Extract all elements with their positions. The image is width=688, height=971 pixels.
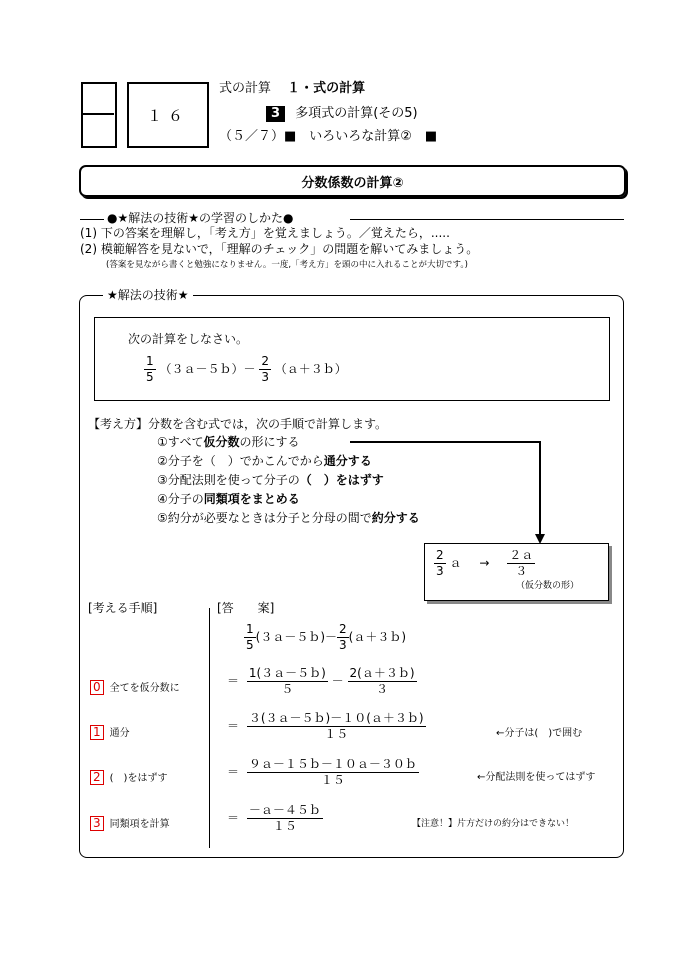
title-main: １・式の計算 [287, 81, 366, 96]
technique-heading: ★解法の技術★ [103, 288, 193, 303]
learn-line-1: (1) 下の答案を理解し，「考え方」を覚えましょう。／覚えたら，..... [80, 226, 450, 240]
fraction: $\frac{2}{3}$ [436, 548, 444, 578]
answer-header: [答 案] [217, 601, 275, 615]
approach-intro-text: 分数を含む式では，次の手順で計算します。 [148, 417, 388, 431]
section-number-badge: 3 [266, 106, 285, 122]
title-prefix: 式の計算 [219, 81, 272, 96]
answer-start: $\frac{1}{5}$ (３ａ－５ｂ)－ $\frac{2}{3}$ (ａ＋３ｂ) [246, 622, 407, 652]
learn-rule-right [350, 219, 624, 220]
fraction: $\frac{2}{3}$ [261, 354, 269, 384]
approach-step: ④分子の同類項をまとめる [157, 492, 300, 506]
caution-note: 【注意！】片方だけの約分はできない！ [412, 819, 575, 829]
step-note: ←分配法則を使ってはずす [477, 772, 596, 783]
fraction: $\frac{\text{2(ａ＋３ｂ)}}{3}$ [349, 666, 415, 696]
approach-step: ①すべて仮分数の形にする [157, 435, 300, 449]
fraction: $\frac{\text{９ａ－１５ｂ－１０ａ－３０ｂ}}{15}$ [248, 757, 417, 787]
example-expression: $\frac{2}{3}$ ａ → $\frac{\text{２ａ}}{3}$ [436, 548, 534, 578]
fraction: $\frac{1}{5}$ [146, 354, 154, 384]
step-label: 0 全てを仮分数に [90, 680, 180, 695]
fraction: $\frac{\text{２ａ}}{3}$ [509, 548, 534, 578]
header-small-box-divider [83, 113, 114, 115]
learn-line-2: (2) 模範解答を見ないで，「理解のチェック」の問題を解いてみましょう。 [80, 242, 479, 256]
topic-banner-title: 分数係数の計算② [301, 175, 404, 191]
column-divider [209, 608, 210, 848]
fraction: $\frac{\text{1(３ａ－５ｂ)}}{5}$ [248, 666, 326, 696]
answer-row: ＝ $\frac{\text{３(３ａ－５ｂ)－１０(ａ＋３ｂ)}}{15}$ [227, 711, 424, 741]
steps-header: [考える手順] [88, 601, 158, 615]
step-label: 3 同類項を計算 [90, 816, 170, 831]
approach-intro [88, 417, 387, 432]
learn-note: (答案を見ながら書くと勉強になりません。一度,「考え方」を頭の中に入れることが大切です。) [106, 260, 468, 270]
step-label: 2 ( )をはずす [90, 770, 167, 785]
example-caption: （仮分数の形） [516, 581, 580, 591]
approach-step: ⑤約分が必要なときは分子と分母の間で約分する [157, 511, 420, 525]
header-small-box [81, 82, 117, 148]
page-info: （５／７）■ いろいろな計算② ■ [219, 129, 438, 144]
learn-rule-left [80, 219, 104, 220]
topic-banner [79, 165, 626, 197]
arrow-right-icon: → [479, 556, 490, 570]
approach-step: ③分配法則を使って分子の（ ）をはずす [157, 473, 384, 487]
section-line [266, 106, 418, 122]
lesson-number: １６ [146, 106, 189, 125]
fraction: $\frac{\text{－ａ－４５ｂ}}{15}$ [248, 803, 321, 833]
step-number: 0 [90, 680, 104, 695]
approach-step: ②分子を（ ）でかこんでから通分する [157, 454, 372, 468]
answer-row: ＝ $\frac{\text{－ａ－４５ｂ}}{15}$ [227, 803, 321, 833]
section-title: 多項式の計算(その5) [295, 106, 418, 121]
fraction: $\frac{1}{5}$ [246, 622, 254, 652]
fraction: $\frac{\text{３(３ａ－５ｂ)－１０(ａ＋３ｂ)}}{15}$ [248, 711, 424, 741]
step-number: 3 [90, 816, 104, 831]
step-label: 1 通分 [90, 725, 130, 740]
learn-heading: ●★解法の技術★の学習のしかた● [107, 211, 294, 225]
problem-expression: $\frac{1}{5}$ （３ａ－５ｂ）－ $\frac{2}{3}$ （ａ＋３ｂ） [146, 354, 347, 384]
fraction: $\frac{2}{3}$ [339, 622, 347, 652]
problem-instruction: 次の計算をしなさい。 [128, 332, 249, 346]
lesson-number-box [127, 82, 209, 148]
answer-row: ＝ $\frac{\text{９ａ－１５ｂ－１０ａ－３０ｂ}}{15}$ [227, 757, 417, 787]
header-title [219, 81, 365, 97]
pointer-arrow [340, 434, 550, 546]
step-number: 2 [90, 770, 104, 785]
answer-row: ＝ $\frac{\text{1(３ａ－５ｂ)}}{5}$ － $\frac{\text{2(ａ＋３ｂ)}}{3}$ [227, 666, 415, 696]
step-note: ←分子は( )で囲む [496, 728, 583, 739]
approach-label: 【考え方】 [88, 417, 149, 431]
step-number: 1 [90, 725, 104, 740]
